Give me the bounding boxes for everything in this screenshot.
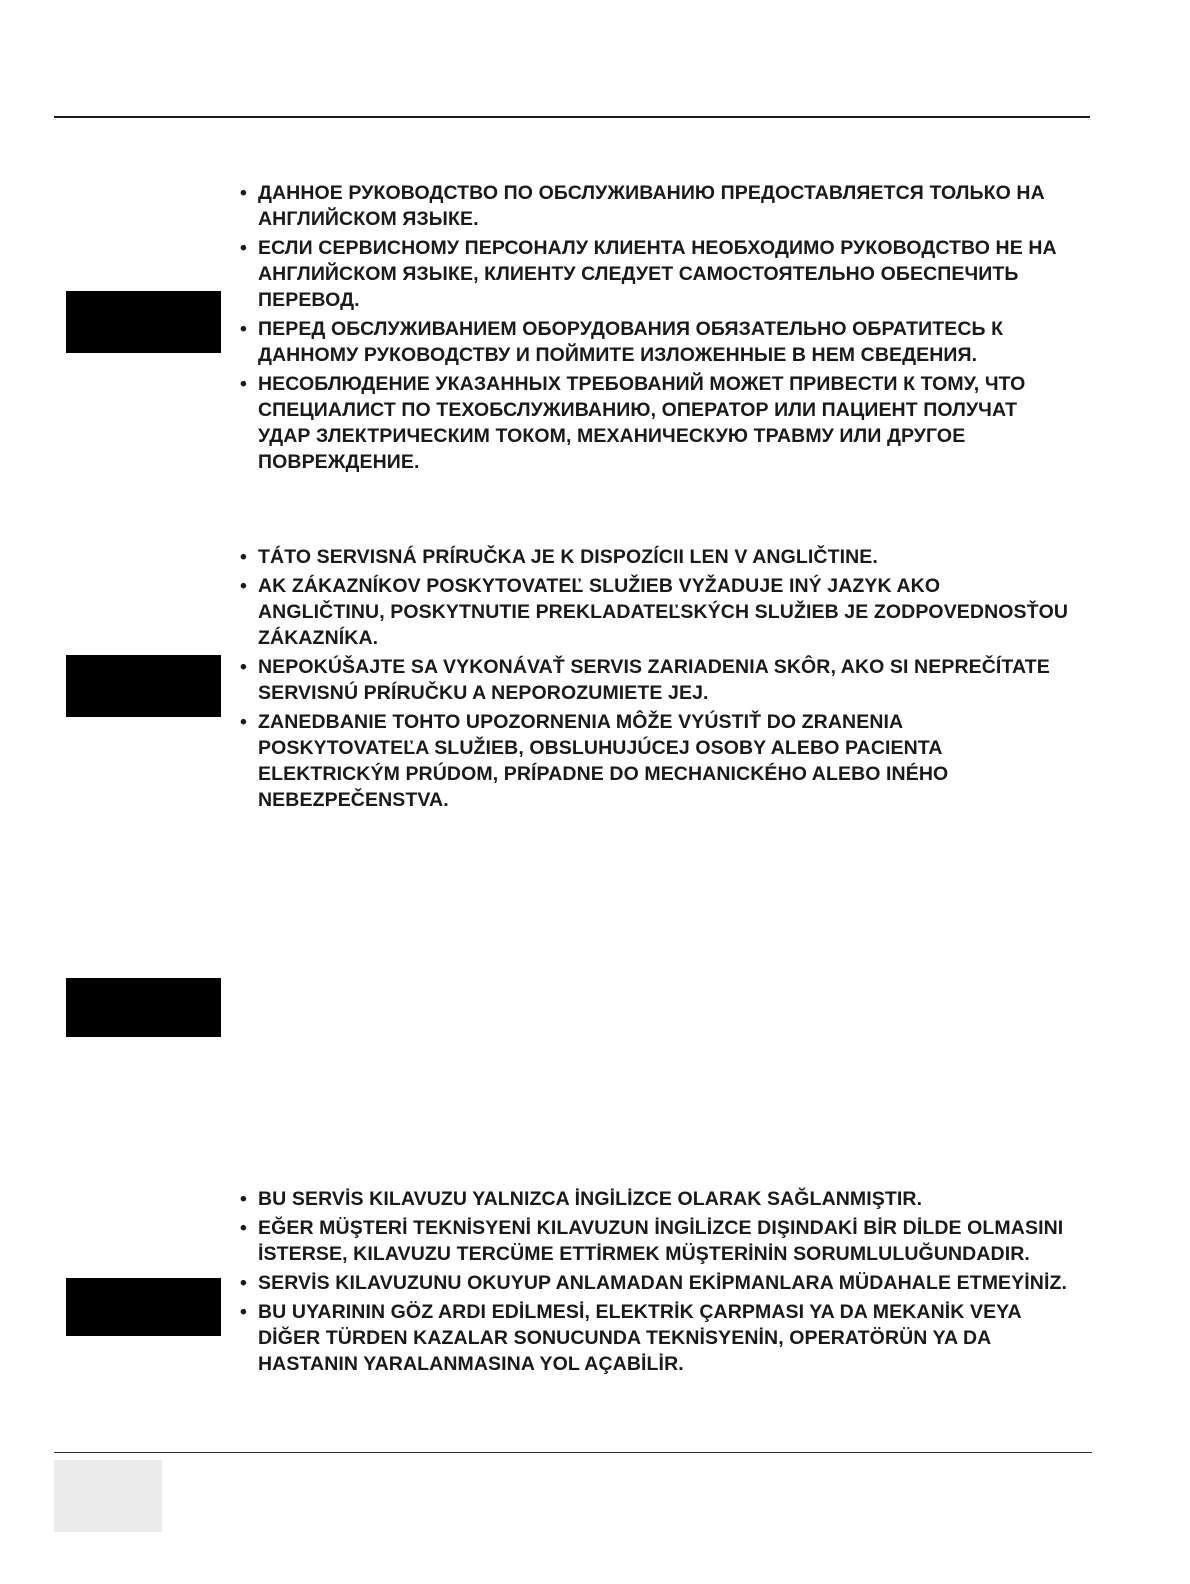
header-rule [54,116,1090,118]
redacted-language-label-turkish [66,1278,221,1336]
redacted-language-label-russian [66,291,221,353]
warning-item: • AK ZÁKAZNÍKOV POSKYTOVATEĽ SLUŽIEB VYŽADUJE INÝ JAZYK AKO ANGLIČTINU, POSKYTNUTIE PREKLADATEĽSKÝCH SLUŽIEB JE ZODPOVEDNOSŤOU ZÁKAZNÍKA. [240,573,1070,651]
warning-item: • ЕСЛИ СЕРВИСНОМУ ПЕРСОНАЛУ КЛИЕНТА НЕОБХОДИМО РУКОВОДСТВО НЕ НА АНГЛИЙСКОМ ЯЗЫКЕ, КЛИЕНТУ СЛЕДУЕТ САМОСТОЯТЕЛЬНО ОБЕСПЕЧИТЬ ПЕРЕВОД. [240,235,1070,313]
warning-list-turkish [240,1186,1070,1380]
redacted-language-label-slovak [66,655,221,717]
warning-item: • ДАННОЕ РУКОВОДСТВО ПО ОБСЛУЖИВАНИЮ ПРЕДОСТАВЛЯЕТСЯ ТОЛЬКО НА АНГЛИЙСКОМ ЯЗЫКЕ. [240,180,1070,232]
warning-list-russian [240,180,1070,478]
warning-item: • BU SERVİS KILAVUZU YALNIZCA İNGİLİZCE OLARAK SAĞLANMIŞTIR. [240,1186,1070,1212]
warning-item: • ZANEDBANIE TOHTO UPOZORNENIA MÔŽE VYÚSTIŤ DO ZRANENIA POSKYTOVATEĽA SLUŽIEB, OBSLUHUJÚCEJ OSOBY ALEBO PACIENTA ELEKTRICKÝM PRÚDOM, PRÍPADNE DO MECHANICKÉHO ALEBO INÉHO NEBEZPEČENSTVA. [240,709,1070,813]
warning-item: • SERVİS KILAVUZUNU OKUYUP ANLAMADAN EKİPMANLARA MÜDAHALE ETMEYİNİZ. [240,1270,1070,1296]
warning-item: • ПЕРЕД ОБСЛУЖИВАНИЕМ ОБОРУДОВАНИЯ ОБЯЗАТЕЛЬНО ОБРАТИТЕСЬ К ДАННОМУ РУКОВОДСТВУ И ПОЙМИТЕ ИЗЛОЖЕННЫЕ В НЕМ СВЕДЕНИЯ. [240,316,1070,368]
warning-list-slovak [240,544,1070,816]
footer-rule [54,1452,1092,1453]
warning-item: • НЕСОБЛЮДЕНИЕ УКАЗАННЫХ ТРЕБОВАНИЙ МОЖЕТ ПРИВЕСТИ К ТОМУ, ЧТО СПЕЦИАЛИСТ ПО ТЕХОБСЛУЖИВАНИЮ, ОПЕРАТОР ИЛИ ПАЦИЕНТ ПОЛУЧАТ УДАР ЗЛЕКТРИЧЕСКИМ ТОКОМ, МЕХАНИЧЕСКУЮ ТРАВМУ ИЛИ ДРУГОЕ ПОВРЕЖДЕНИЕ. [240,371,1070,475]
warning-item: • NEPOKÚŠAJTE SA VYKONÁVAŤ SERVIS ZARIADENIA SKÔR, AKO SI NEPREČÍTATE SERVISNÚ PRÍRUČKU A NEPOROZUMIETE JEJ. [240,654,1070,706]
redacted-language-label-empty [66,978,221,1037]
warning-item: • EĞER MÜŞTERİ TEKNİSYENİ KILAVUZUN İNGİLİZCE DIŞINDAKİ BİR DİLDE OLMASINI İSTERSE, KILAVUZU TERCÜME ETTİRMEK MÜŞTERİNİN SORUMLULUĞUNDADIR. [240,1215,1070,1267]
warning-item: • TÁTO SERVISNÁ PRÍRUČKA JE K DISPOZÍCII LEN V ANGLIČTINE. [240,544,1070,570]
page-number-tab [54,1460,162,1532]
warning-item: • BU UYARININ GÖZ ARDI EDİLMESİ, ELEKTRİK ÇARPMASI YA DA MEKANİK VEYA DİĞER TÜRDEN KAZALAR SONUCUNDA TEKNİSYENİN, OPERATÖRÜN YA DA HASTANIN YARALANMASINA YOL AÇABİLİR. [240,1299,1070,1377]
